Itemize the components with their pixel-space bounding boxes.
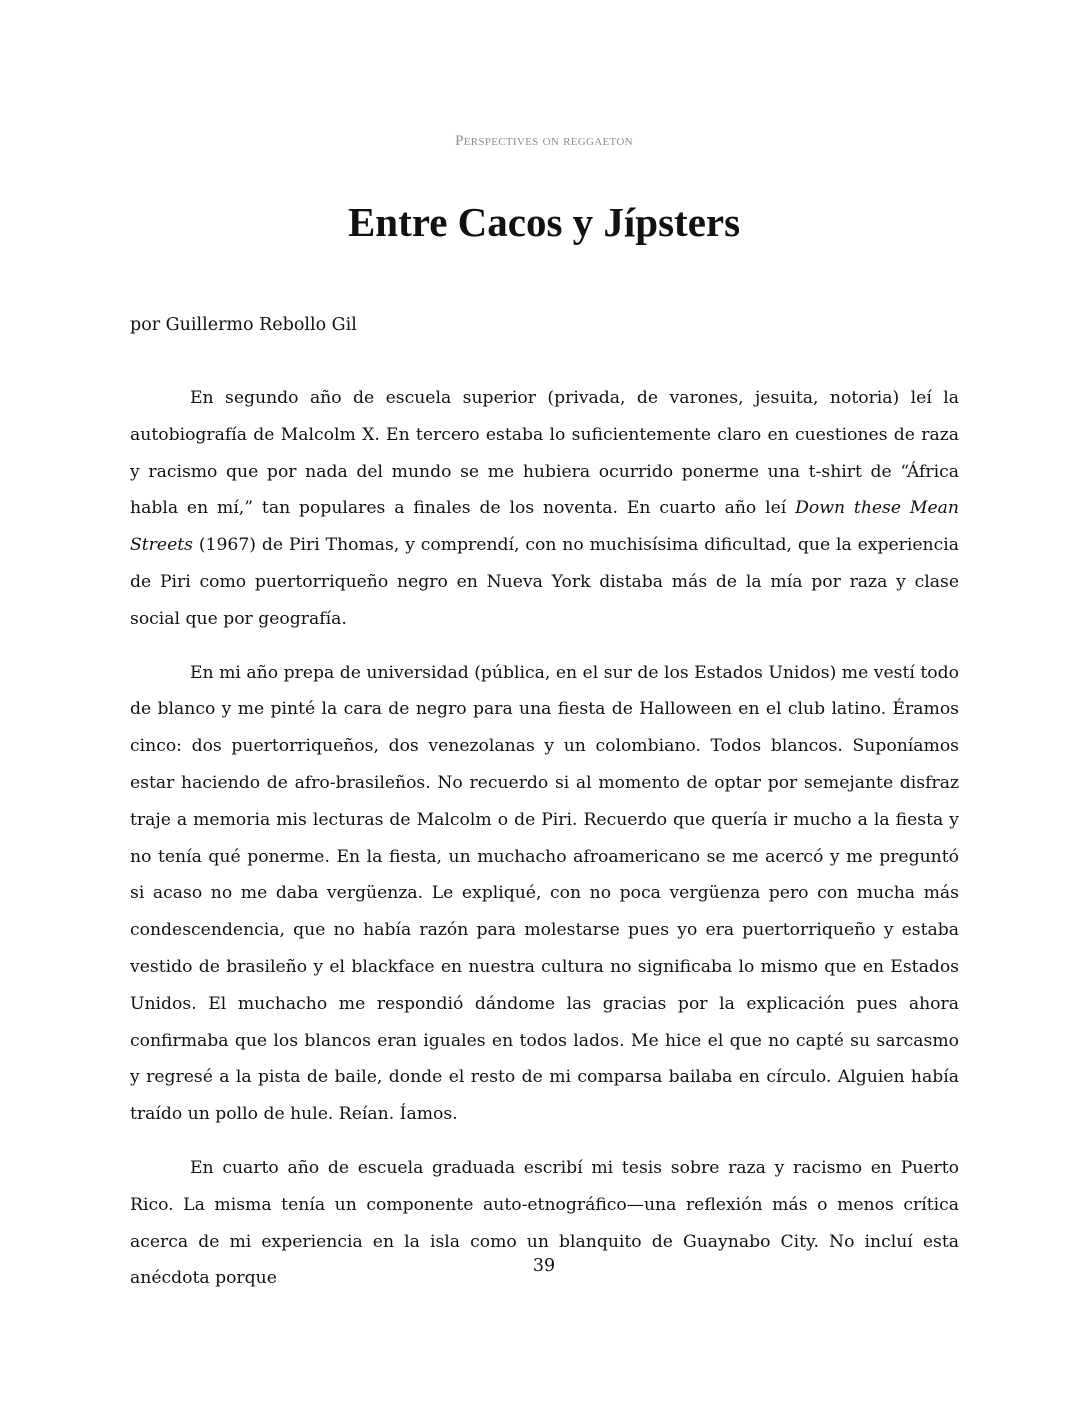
paragraph-1-text-b: (1967) de Piri Thomas, y comprendí, con no muchisísima dificultad, que la experiencia de Piri como puertorriqueño negro en Nueva York distaba más de la mía por raza y clase social que por geografía. [130,535,959,629]
paragraph-3: En cuarto año de escuela graduada escribí mi tesis sobre raza y racismo en Puerto Rico. La misma tenía un componente auto-etnográfico—una reflexión más o menos crítica acerca de mi experiencia en la isla como un blanquito de Guaynabo City. No incluí esta anécdota porque [130,1157,959,1289]
article-body [130,380,959,1314]
page-number: 39 [532,1256,556,1276]
paragraph-1-text-a: En segundo año de escuela superior (privada, de varones, jesuita, notoria) leí la autobiografía de Malcolm X. En tercero estaba lo suficientemente claro en cuestiones de raza y racismo que por nada del mundo se me hubiera ocurrido ponerme una t-shirt de “África habla en mí,” tan populares a finales de los noventa. En cuarto año leí [130,388,959,519]
paragraph-1 [130,380,959,638]
paragraph-2: En mi año prepa de universidad (pública, en el sur de los Estados Unidos) me vestí todo de blanco y me pinté la cara de negro para una fiesta de Halloween en el club latino. Éramos cinco: dos puertorriqueños, dos venezolanas y un colombiano. Todos blancos. Suponíamos estar haciendo de afro-brasileños. No recuerdo si al momento de optar por semejante disfraz traje a memoria mis lecturas de Malcolm o de Piri. Recuerdo que quería ir mucho a la fiesta y no tenía qué ponerme. En la fiesta, un muchacho afroamericano se me acercó y me preguntó si acaso no me daba vergüenza. Le expliqué, con no poca vergüenza pero con mucha más condescendencia, que no había razón para molestarse pues yo era puertorriqueño y estaba vestido de brasileño y el blackface en nuestra cultura no significaba lo mismo que en Estados Unidos. El muchacho me respondió dándome las gracias por la explicación pues ahora confirmaba que los blancos eran iguales en todos lados. Me hice el que no capté su sarcasmo y regresé a la pista de baile, donde el resto de mi comparsa bailaba en círculo. Alguien había traído un pollo de hule. Reían. Íamos. [130,662,959,1125]
running-head: Perspectives on reggaeton [455,133,633,149]
author-byline: por Guillermo Rebollo Gil [130,315,357,335]
article-title: Entre Cacos y Jípsters [347,199,741,245]
book-title-italic: Down these Mean Streets [130,498,959,556]
